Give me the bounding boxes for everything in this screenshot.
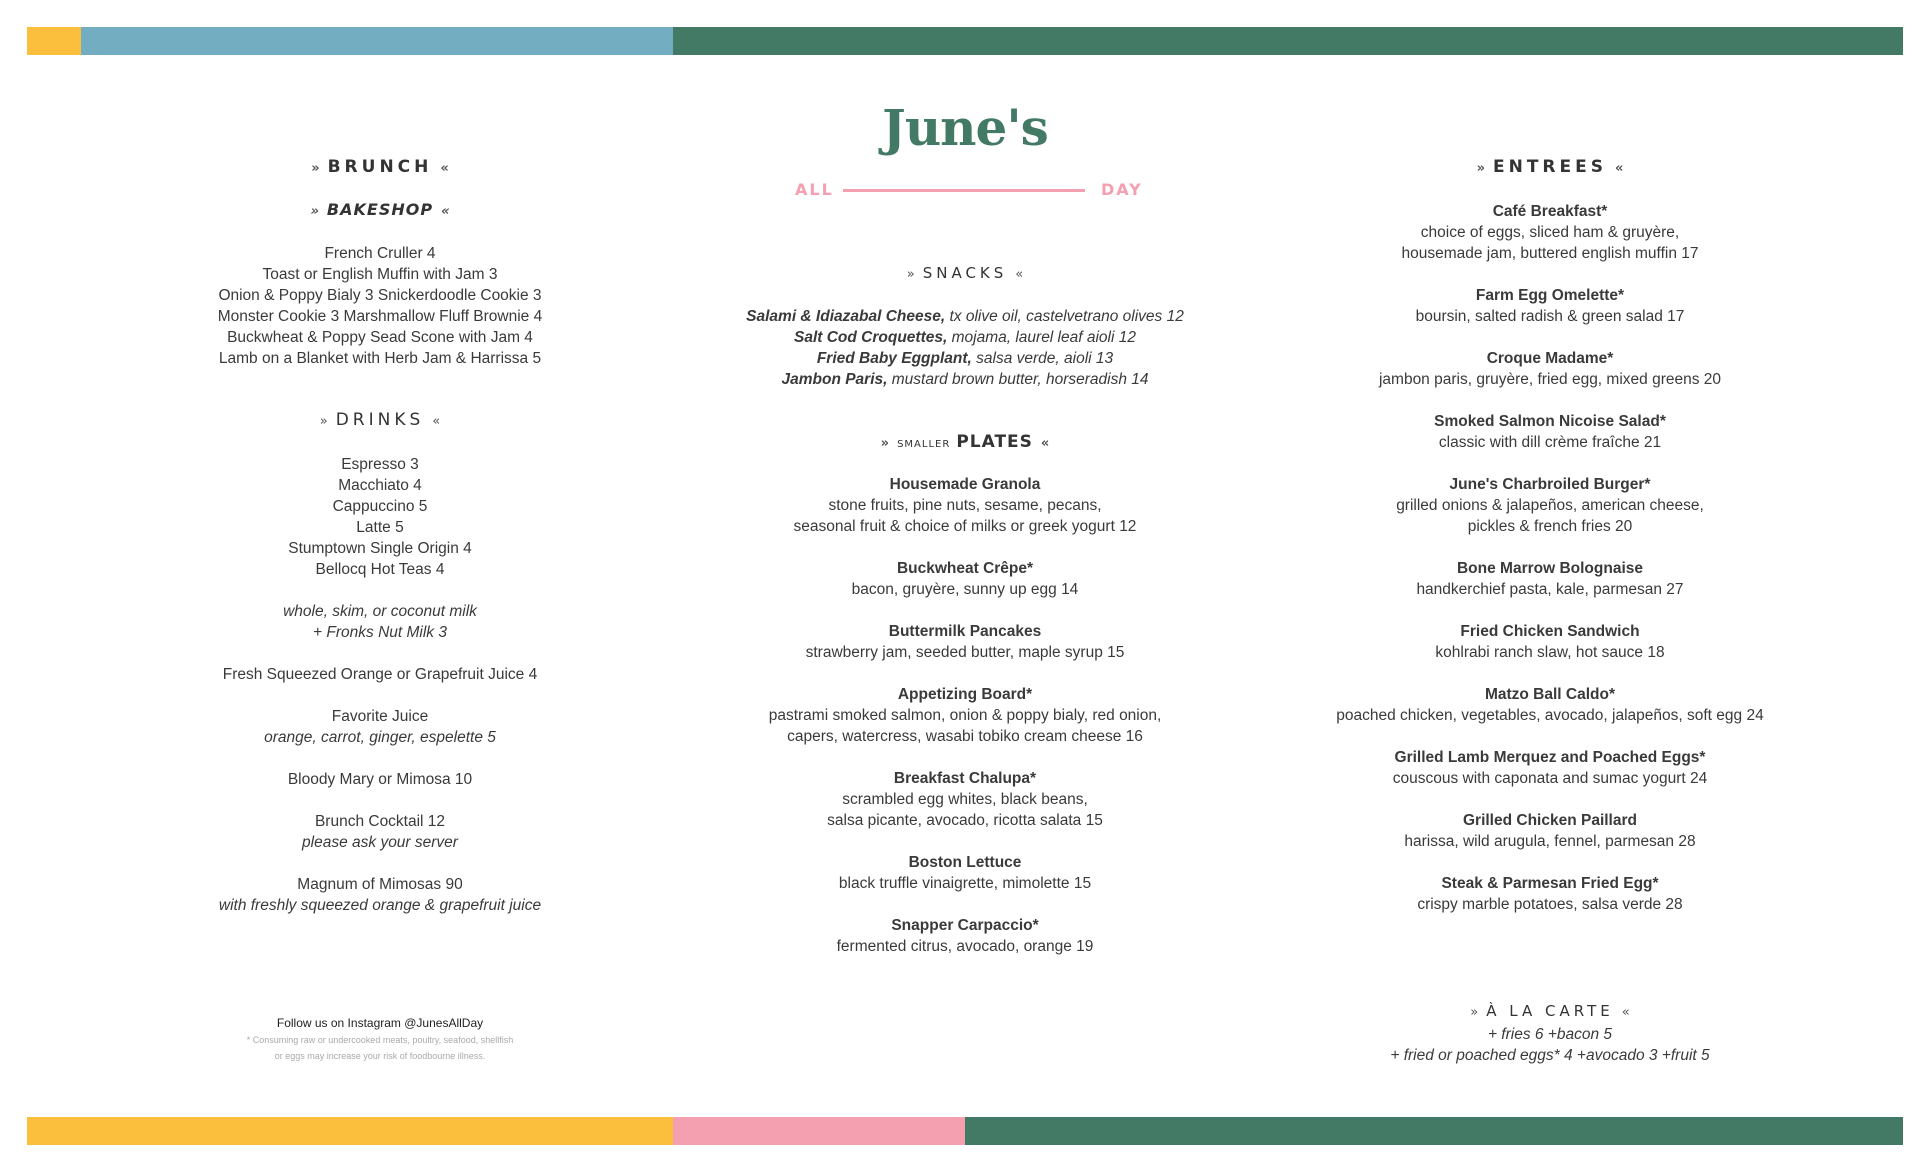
- drinks-title: DRINKS: [335, 410, 425, 430]
- list-item: [715, 327, 1215, 348]
- alacarte-list: [1280, 1024, 1820, 1066]
- dish-desc: grilled onions & jalapeños, american cheese,: [1396, 497, 1704, 514]
- snack-name: Jambon Paris,: [781, 371, 888, 388]
- dish-desc: scrambled egg whites, black beans,: [842, 791, 1088, 808]
- dish-desc: harissa, wild arugula, fennel, parmesan 28: [1404, 833, 1696, 850]
- alacarte-line: + fries 6 +bacon 5: [1487, 1026, 1613, 1043]
- dish-desc: black truffle vinaigrette, mimolette 15: [838, 875, 1092, 892]
- list-item: [715, 369, 1215, 390]
- list-item: [715, 306, 1215, 327]
- dish-desc: strawberry jam, seeded butter, maple syrup 15: [805, 644, 1125, 661]
- list-item: Lamb on a Blanket with Herb Jam & Harrissa 5: [218, 350, 542, 367]
- bottom-bar-yellow: [27, 1117, 673, 1145]
- bakeshop-list: [180, 243, 580, 369]
- plates-smaller: SMALLER: [897, 439, 951, 450]
- magnum-mimosas: Magnum of Mimosas 90: [297, 876, 463, 893]
- snack-name: Salami & Idiazabal Cheese,: [746, 308, 946, 325]
- dish-name: Farm Egg Omelette*: [1475, 287, 1625, 304]
- dish-name: Steak & Parmesan Fried Egg*: [1441, 875, 1659, 892]
- snacks-title: SNACKS: [922, 264, 1008, 282]
- list-item: Buckwheat & Poppy Sead Scone with Jam 4: [227, 329, 533, 346]
- dish-name: June's Charbroiled Burger*: [1449, 476, 1651, 493]
- alacarte-header: » À LA CARTE «: [1470, 1002, 1630, 1020]
- bakeshop-header: » BAKESHOP «: [310, 200, 450, 219]
- dish-desc: seasonal fruit & choice of milks or greek yogurt 12: [793, 518, 1137, 535]
- dish-name: Buckwheat Crêpe*: [896, 560, 1034, 577]
- dish-name: Croque Madame*: [1486, 350, 1614, 367]
- dish-name: Appetizing Board*: [897, 686, 1033, 703]
- list-item: [715, 348, 1215, 369]
- dish-desc: boursin, salted radish & green salad 17: [1415, 308, 1685, 325]
- dish-name: Breakfast Chalupa*: [893, 770, 1037, 787]
- dish-name: Grilled Lamb Merquez and Poached Eggs*: [1394, 749, 1706, 766]
- list-item: Macchiato 4: [338, 477, 422, 494]
- top-bar-blue: [81, 27, 673, 55]
- dish-desc: crispy marble potatoes, salsa verde 28: [1417, 896, 1683, 913]
- dish-desc: choice of eggs, sliced ham & gruyère,: [1420, 224, 1680, 241]
- entrees-header: » ENTREES «: [1476, 157, 1624, 177]
- list-item: Latte 5: [356, 519, 404, 536]
- juice-item: Fresh Squeezed Orange or Grapefruit Juice 4: [222, 666, 538, 683]
- snack-desc: mojama, laurel leaf aioli 12: [947, 329, 1136, 346]
- fav-juice: Favorite Juice: [331, 708, 429, 725]
- dish-desc: handkerchief pasta, kale, parmesan 27: [1416, 581, 1684, 598]
- brunch-header: » BRUNCH «: [311, 157, 449, 177]
- dish-desc: poached chicken, vegetables, avocado, jalapeños, soft egg 24: [1336, 707, 1764, 724]
- brunch-cocktail: Brunch Cocktail 12: [314, 813, 446, 830]
- entrees-list: [1280, 201, 1820, 915]
- snacks-list: [715, 306, 1215, 390]
- dish-desc: classic with dill crème fraîche 21: [1438, 434, 1662, 451]
- list-item: Cappuccino 5: [332, 498, 428, 515]
- list-item: French Cruller 4: [324, 245, 436, 262]
- dish-desc: kohlrabi ranch slaw, hot sauce 18: [1435, 644, 1665, 661]
- brunch-title: BRUNCH: [327, 157, 433, 177]
- snack-name: Salt Cod Croquettes,: [794, 329, 948, 346]
- snack-desc: mustard brown butter, horseradish 14: [887, 371, 1149, 388]
- dish-desc: capers, watercress, wasabi tobiko cream cheese 16: [787, 728, 1143, 745]
- dish-name: Matzo Ball Caldo*: [1484, 686, 1616, 703]
- plates-list: [715, 474, 1215, 957]
- list-item: Espresso 3: [341, 456, 419, 473]
- cocktail-desc: please ask your server: [302, 834, 458, 851]
- dish-name: Grilled Chicken Paillard: [1462, 812, 1637, 829]
- logo-all: ALL: [795, 180, 834, 199]
- dish-name: Snapper Carpaccio*: [891, 917, 1039, 934]
- bakeshop-title: BAKESHOP: [326, 200, 434, 219]
- drinks-header: » DRINKS «: [319, 410, 441, 430]
- bottom-bar-pink: [673, 1117, 965, 1145]
- bottom-bar-green: [965, 1117, 1903, 1145]
- list-item: Stumptown Single Origin 4: [288, 540, 472, 557]
- plates-title: PLATES: [956, 432, 1033, 452]
- dish-desc: pastrami smoked salmon, onion & poppy bialy, red onion,: [768, 707, 1162, 724]
- food-warning-2: or eggs may increase your risk of foodbourne illness.: [274, 1051, 486, 1061]
- dish-desc: couscous with caponata and sumac yogurt 24: [1392, 770, 1708, 787]
- top-bar-green: [673, 27, 1903, 55]
- dish-desc: housemade jam, buttered english muffin 17: [1401, 245, 1699, 262]
- dish-name: Smoked Salmon Nicoise Salad*: [1434, 413, 1666, 430]
- dish-desc: stone fruits, pine nuts, sesame, pecans,: [828, 497, 1102, 514]
- top-bar-yellow: [27, 27, 81, 55]
- list-item: Toast or English Muffin with Jam 3: [262, 266, 498, 283]
- drinks-list: [180, 454, 580, 916]
- logo-divider: [843, 189, 1085, 192]
- footer-note: [180, 1014, 580, 1064]
- plates-header: » SMALLER PLATES «: [880, 432, 1050, 452]
- dish-name: Bone Marrow Bolognaise: [1456, 560, 1644, 577]
- list-item: Onion & Poppy Bialy 3 Snickerdoodle Cookie 3: [218, 287, 542, 304]
- entrees-title: ENTREES: [1493, 157, 1607, 177]
- fav-juice-desc: orange, carrot, ginger, espelette 5: [264, 729, 496, 746]
- list-item: Monster Cookie 3 Marshmallow Fluff Brownie 4: [217, 308, 543, 325]
- magnum-desc: with freshly squeezed orange & grapefruit juice: [218, 897, 542, 914]
- dish-name: Fried Chicken Sandwich: [1460, 623, 1640, 640]
- snack-name: Fried Baby Eggplant,: [816, 350, 972, 367]
- milk-options: whole, skim, or coconut milk: [283, 603, 477, 620]
- dish-desc: bacon, gruyère, sunny up egg 14: [851, 581, 1079, 598]
- dish-desc: pickles & french fries 20: [1467, 518, 1633, 535]
- bloody-mary: Bloody Mary or Mimosa 10: [287, 771, 473, 788]
- alacarte-title: À LA CARTE: [1486, 1002, 1614, 1020]
- alacarte-line: + fried or poached eggs* 4 +avocado 3 +fruit 5: [1390, 1047, 1710, 1064]
- food-warning: * Consuming raw or undercooked meats, poultry, seafood, shellfish: [246, 1035, 514, 1045]
- dish-name: Café Breakfast*: [1492, 203, 1608, 220]
- dish-name: Boston Lettuce: [908, 854, 1022, 871]
- logo-day: DAY: [1101, 180, 1143, 199]
- snack-desc: tx olive oil, castelvetrano olives 12: [945, 308, 1184, 325]
- list-item: Bellocq Hot Teas 4: [315, 561, 445, 578]
- dish-desc: jambon paris, gruyère, fried egg, mixed greens 20: [1378, 371, 1722, 388]
- dish-name: Housemade Granola: [889, 476, 1041, 493]
- dish-desc: salsa picante, avocado, ricotta salata 15: [827, 812, 1103, 829]
- logo: [775, 98, 1155, 158]
- logo-name: June's: [882, 98, 1048, 157]
- dish-name: Buttermilk Pancakes: [888, 623, 1042, 640]
- snacks-header: » SNACKS «: [906, 264, 1024, 282]
- nut-milk: + Fronks Nut Milk 3: [313, 624, 447, 641]
- snack-desc: salsa verde, aioli 13: [971, 350, 1114, 367]
- instagram-handle: Follow us on Instagram @JunesAllDay: [276, 1016, 484, 1030]
- dish-desc: fermented citrus, avocado, orange 19: [836, 938, 1094, 955]
